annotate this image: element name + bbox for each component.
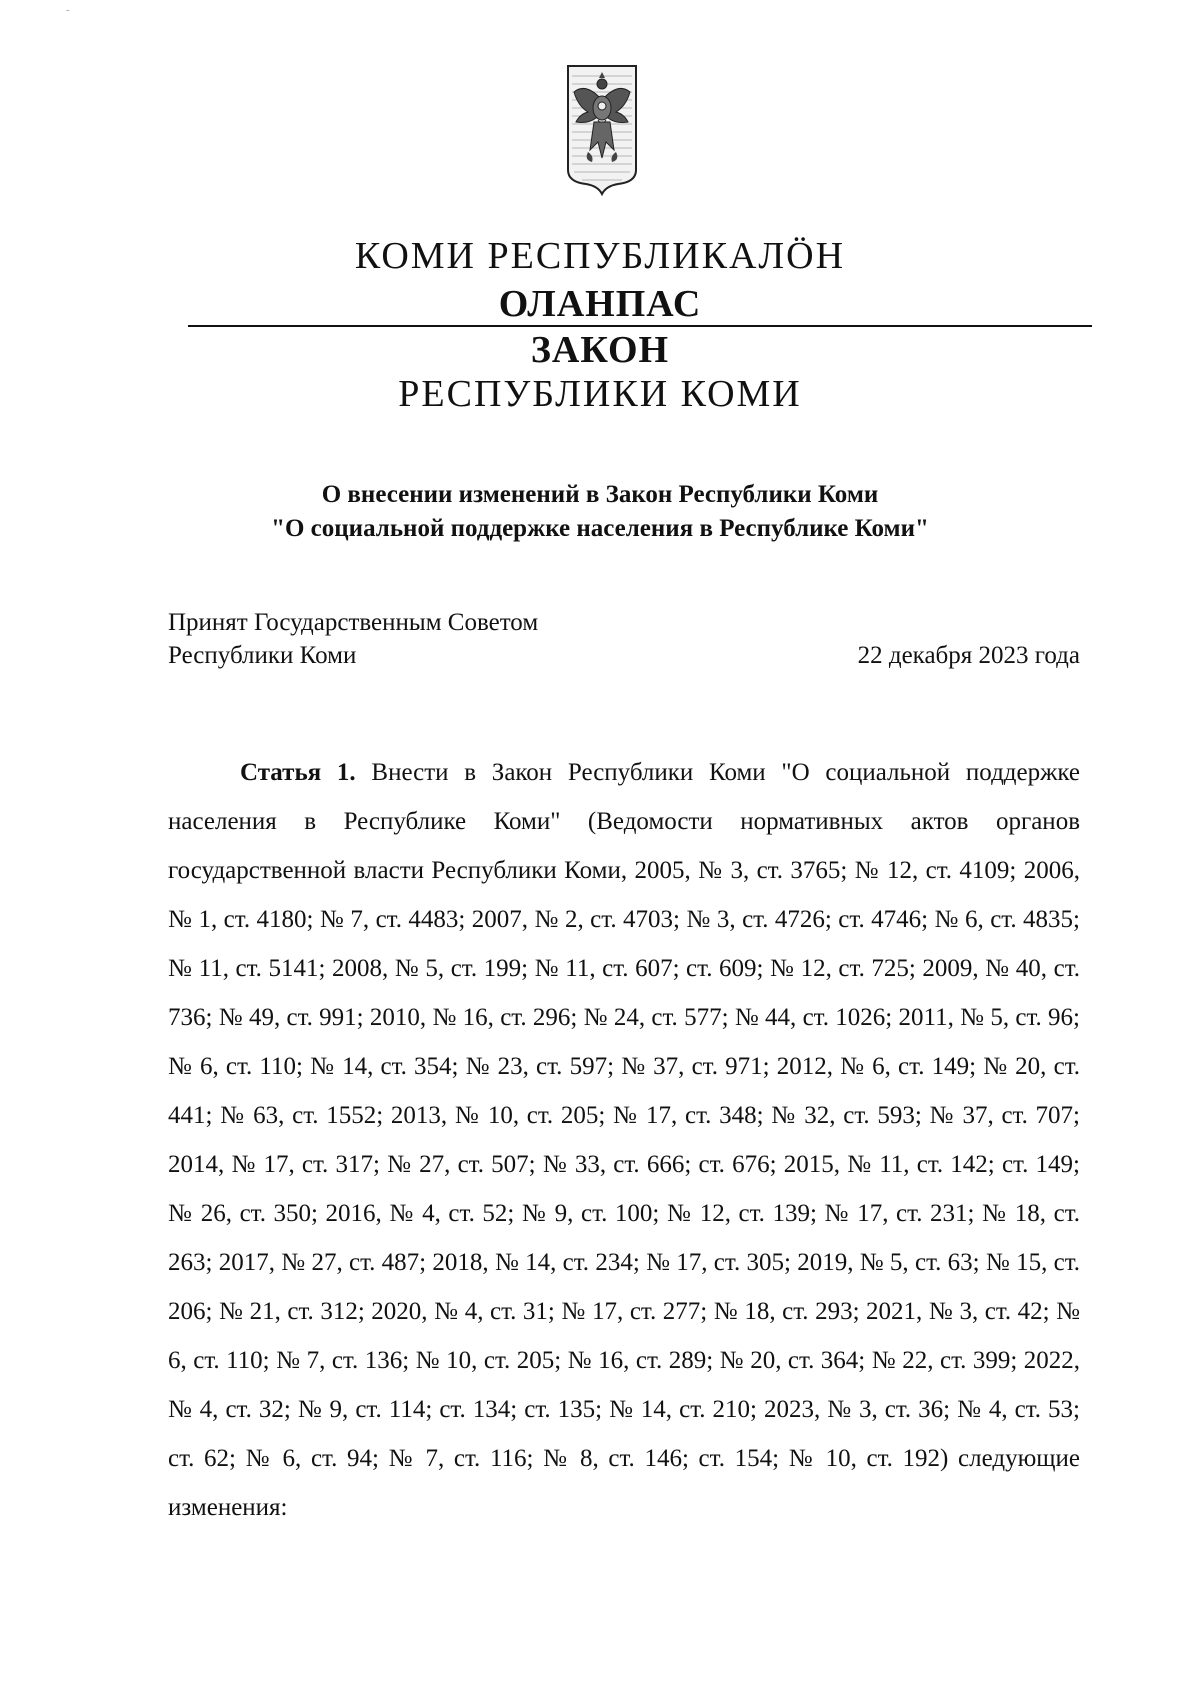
header-divider [188,325,1092,327]
law-title-line-2: "О социальной поддержке населения в Республике Коми" [271,515,929,542]
article-1-text: Внести в Закон Республики Коми "О социальной поддержке населения в Республике Коми" (Ведомости нормативных актов органов государственной власти Республики Коми, 2005, № 3, ст. 3765; № 12, ст. 4109; 2006, № 1, ст. 4180; № 7, ст. 4483; 2007, № 2, ст. 4703; № 3, ст. 4726; ст. 4746; № 6, ст. 4835; № 11, ст. 5141; 2008, № 5, ст. 199; № 11, ст. 607; ст. 609; № 12, ст. 725; 2009, № 40, ст. 736; № 49, ст. 991; 2010, № 16, ст. 296; № 24, ст. 577; № 44, ст. 1026; 2011, № 5, ст. 96; № 6, ст. 110; № 14, ст. 354; № 23, ст. 597; № 37, ст. 971; 2012, № 6, ст. 149; № 20, ст. 441; № 63, ст. 1552; 2013, № 10, ст. 205; № 17, ст. 348; № 32, ст. 593; № 37, ст. 707; 2014, № 17, ст. 317; № 27, ст. 507; № 33, ст. 666; ст. 676; 2015, № 11, ст. 142; ст. 149; № 26, ст. 350; 2016, № 4, ст. 52; № 9, ст. 100; № 12, ст. 139; № 17, ст. 231; № 18, ст. 263; 2017, № 27, ст. 487; 2018, № 14, ст. 234; № 17, ст. 305; 2019, № 5, ст. 63; № 15, ст. 206; № 21, ст. 312; 2020, № 4, ст. 31; № 17, ст. 277; № 18, ст. 293; 2021, № 3, ст. 42; № 6, ст. 110; № 7, ст. 136; № 10, ст. 205; № 16, ст. 289; № 20, ст. 364; № 22, ст. 399; 2022, № 4, ст. 32; № 9, ст. 114; ст. 134; ст. 135; № 14, ст. 210; 2023, № 3, ст. 36; № 4, ст. 53; ст. 62; № 6, ст. 94; № 7, ст. 116; № 8, ст. 146; ст. 154; № 10, ст. 192) следующие изменения: [168,759,1080,1521]
law-title [0,478,1200,546]
heading-olanpas: ОЛАНПАС [498,283,702,325]
heading-zakon: ЗАКОН [530,329,670,371]
adoption-date: 22 декабря 2023 года [857,642,1080,669]
article-1 [168,748,1080,1532]
law-title-line-1: О внесении изменений в Закон Республики Коми [321,481,879,508]
adoption-body-line-2: Республики Коми [168,642,357,669]
adoption-body-line-1: Принят Государственным Советом [168,609,539,636]
adoption-block [168,606,1080,672]
corner-mark: - [66,4,70,16]
article-1-label: Статья 1. [240,759,356,786]
heading-republic: РЕСПУБЛИКИ КОМИ [398,373,802,415]
heading-komi-language: КОМИ РЕСПУБЛИКАЛÖН [354,235,846,277]
komi-coat-of-arms-icon [564,62,640,202]
